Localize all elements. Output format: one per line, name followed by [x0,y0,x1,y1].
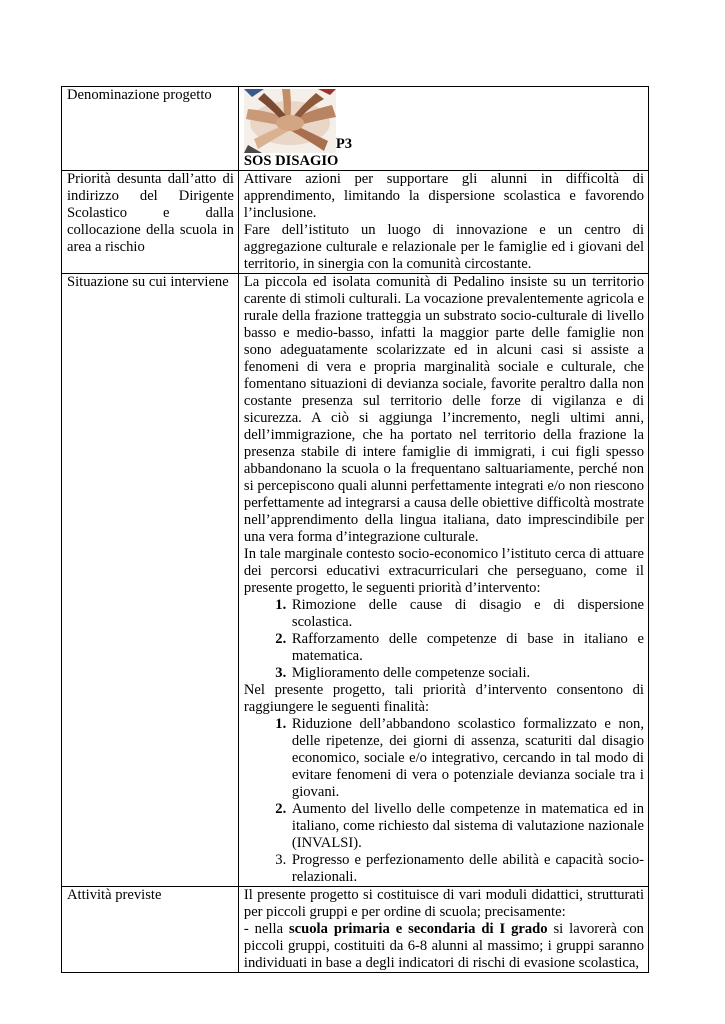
priority-paragraph-2: Fare dell’istituto un luogo di innovazione e un centro di aggregazione culturale e relazionale per le famiglie ed i giovani del territorio, in sinergia con la comunità circostante. [243,222,644,272]
goals-list [244,716,644,886]
situation-paragraph-2: In tale marginale contesto socio-economico l’istituto cerca di attuare dei percorsi educativi extracurriculari che perseguano, come il presente progetto, le seguenti priorità d’intervento: [243,546,644,596]
list-item: 3. Progresso e perfezionamento delle abilità e capacità socio-relazionali. [290,852,644,886]
list-item: 3. Miglioramento delle competenze sociali. [290,665,644,682]
priority-paragraph-1: Attivare azioni per supportare gli alunni in difficoltà di apprendimento, limitando la dispersione scolastica e favorendo l’inclusione. [243,171,644,221]
list-item: 2. Aumento del livello delle competenze in matematica ed in italiano, come richiesto dal sistema di valutazione nazionale (INVALSI). [290,801,644,852]
priority-cell [238,171,648,274]
activities-text: si lavorerà con piccoli gruppi, costituiti da 6-8 alunni al massimo; i gruppi saranno individuati in base a degli indicatori di rischi di evasione scolastica, [243,921,644,971]
label-project-name: Denominazione progetto [62,87,239,171]
row-project-name [62,87,649,171]
list-item: 2. Rafforzamento delle competenze di base in italiano e matematica. [290,631,644,665]
row-activities [62,887,649,973]
situation-paragraph-1: La piccola ed isolata comunità di Pedalino insiste su un territorio carente di stimoli culturali. La vocazione prevalentemente agricola e rurale della frazione tratteggia un substrato socio-culturale di livello basso e medio-basso, infatti la maggior parte delle famiglie non sono adeguatamente scolarizzate ed in alcuni casi si assiste a fenomeni di vera e propria marginalità sociale e culturale, che fomentano situazioni di devianza sociale, favorite peraltro dalla non costante presenza sul territorio delle forze di vigilanza e di sicurezza. A ciò si aggiunga l’incremento, negli ultimi anni, dell’immigrazione, che ha portato nel territorio della frazione la presenza stabile di intere famiglie di immigrati, i cui figli spesso abbandonano la scuola o la frequentano saltuariamente, perché non si percepiscono quali alunni perfettamente integrati e/o non riescono perfettamente ad integrarsi a causa delle obiettive difficoltà mostrate nell’apprendimento della lingua italiana, dato imprescindibile per una vera forma d’integrazione culturale. [243,274,644,545]
situation-paragraph-3: Nel presente progetto, tali priorità d’intervento consentono di raggiungere le seguenti finalità: [243,682,644,715]
teamwork-hands-image [244,89,336,153]
activities-paragraph-2 [244,921,644,972]
list-item: 1. Riduzione dell’abbandono scolastico formalizzato e non, delle ripetenze, dei giorni di assenza, scaturiti dal disagio economico, sociale e/o integrativo, cercando in tal modo di evitare fenomeni di vera o potenziale devianza sociale tra i giovani. [290,716,644,801]
row-situation [62,274,649,887]
list-item: 1. Rimozione delle cause di disagio e di dispersione scolastica. [290,597,644,631]
label-situation: Situazione su cui interviene [62,274,239,887]
project-title: SOS DISAGIO [243,153,339,169]
activities-paragraph-1: Il presente progetto si costituisce di vari moduli didattici, strutturati per piccoli gruppi e per ordine di scuola; precisamente: [243,887,644,920]
activities-prefix: - nella [243,921,289,937]
situation-cell [238,274,648,887]
document-page [61,86,649,973]
label-activities: Attività previste [62,887,239,973]
activities-cell [238,887,648,973]
label-priority: Priorità desunta dall’atto di indirizzo del Dirigente Scolastico e dalla collocazione della scuola in area a rischio [62,171,239,274]
priorities-list [244,597,644,682]
project-table [61,86,649,973]
project-code: P3 [335,136,353,152]
row-priority [62,171,649,274]
school-levels-emphasis: scuola primaria e secondaria di I grado [288,921,548,937]
project-name-cell [238,87,648,171]
